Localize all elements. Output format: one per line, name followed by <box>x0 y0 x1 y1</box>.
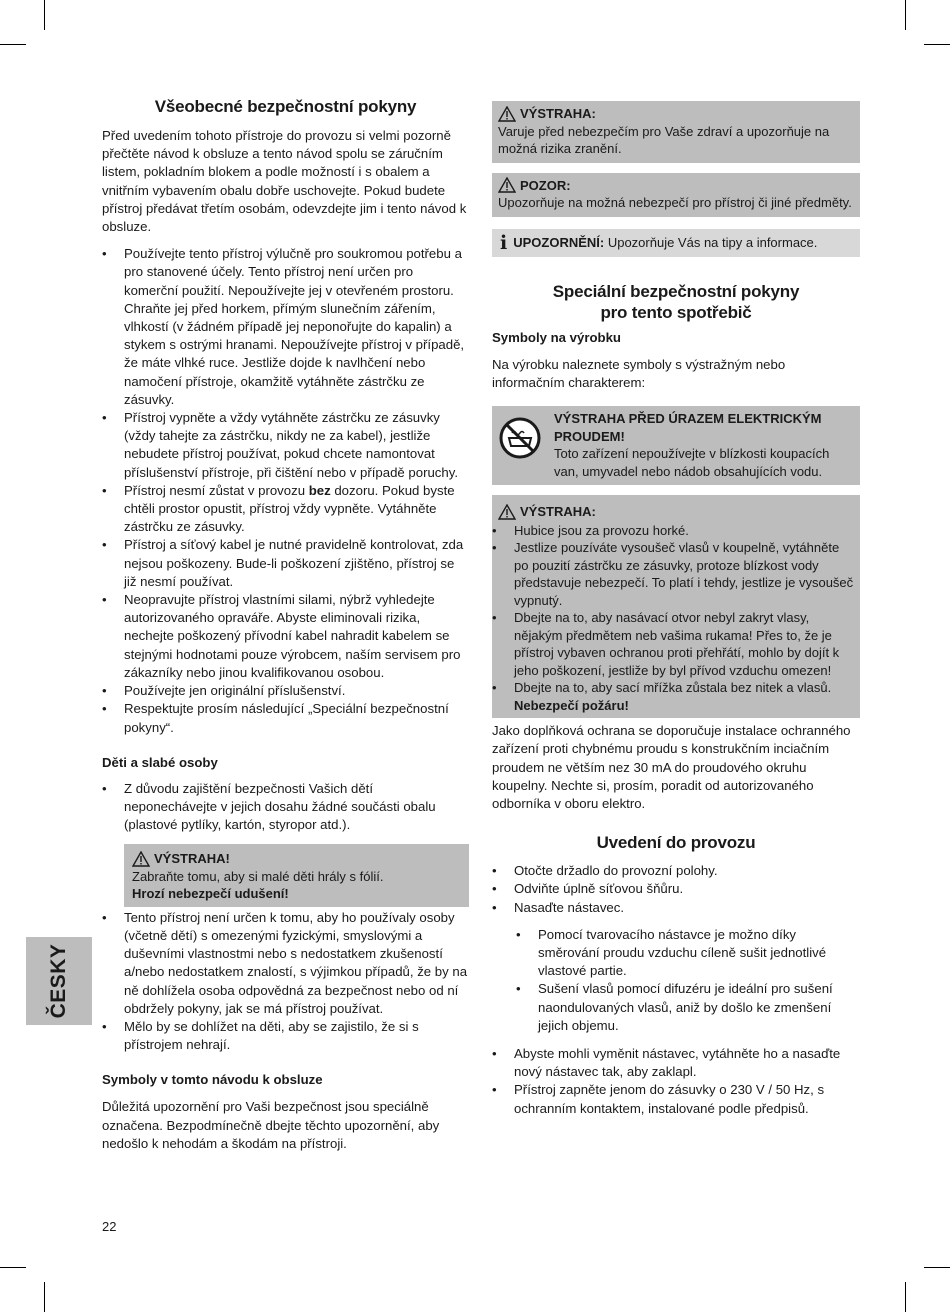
warning-box-emphasis: Hrozí nebezpečí udušení! <box>132 886 289 902</box>
electric-shock-content <box>554 410 854 480</box>
list-item-emphasis: bez <box>308 482 331 498</box>
notice-box <box>492 229 860 257</box>
notice-box-text: Upozorňuje Vás na tipy a informace. <box>604 234 818 250</box>
children-list <box>102 780 469 835</box>
crop-mark <box>44 1282 45 1312</box>
info-icon: i <box>500 231 508 254</box>
list-item: • Používejte tento přístroj výlučně pro soukromou potřebu a pro stanovené účely. Tento přístroj není určen pro komerční použití. Nepoužívejte jej v otevřeném prostoru. Chraňte jej před horkem, přímým slunečním zářením, vlhkostí (v žádném případě jej neponořujte do kapalin) a stykem s ostrými hranami. Nepoužívejte přístroj v případě, že máte vlhké ruce. Jestliže dojde k navlhčení nebo namočení přístroje, okamžitě vytáhněte zástrčku ze zásuvky. <box>102 245 469 409</box>
list-item <box>492 679 854 714</box>
list-item: • Neopravujte přístroj vlastními silami, nýbrž vyhledejte autorizovaného opraváře. Abyste eliminovali rizika, nechejte poškozený přívodní kabel nahradit kabelem se stejnými hodnotami pouze výrobcem, naším servisem pro zákazníky nebo jinou kvalifikovanou osobou. <box>102 591 469 682</box>
left-column <box>102 96 469 1153</box>
warning-triangle-icon <box>132 851 150 867</box>
caution-box <box>492 173 860 217</box>
list-item: • Přístroj zapněte jenom do zásuvky o 230 V / 50 Hz, s ochranním kontaktem, instalované podle předpisů. <box>492 1081 860 1117</box>
manual-symbols-text: Důležitá upozornění pro Vaši bezpečnost jsou speciálně označena. Bezpodmínečně dbejte těchto upozornění, aby nedošlo k nehodám a škodám na přístroji. <box>102 1099 440 1151</box>
list-item: • Respektujte prosím následující „Speciální bezpečnostní pokyny“. <box>102 700 469 736</box>
children-list-2 <box>102 909 469 1055</box>
list-item: • Z důvodu zajištění bezpečnosti Vašich dětí neponechávejte v jejich dosahu žádné součásti obalu (plastové pytlíky, kartón, styropor atd.). <box>102 780 469 835</box>
list-item: • Používejte jen originální příslušenství. <box>102 682 469 700</box>
list-item: • Mělo by se dohlížet na děti, aby se zajistilo, že si s přístrojem nehrají. <box>102 1018 469 1054</box>
language-tab-label: ČESKY <box>47 943 70 1019</box>
crop-mark <box>924 44 950 45</box>
no-bathtub-icon <box>498 410 546 480</box>
list-item-text: dozoru. Pokud byste chtěli prostor opustit, přístroj vždy vypněte. Vytáhněte zástrčku ze zásuvky. <box>124 482 455 535</box>
warning-box-foil <box>124 844 469 907</box>
list-item: • Otočte držadlo do provozní polohy. <box>492 862 860 880</box>
language-tab <box>26 937 92 1025</box>
list-item-text: Dbejte na to, aby sací mřížka zůstala bez nitek a vlasů. <box>514 680 832 696</box>
crop-mark <box>905 1282 906 1312</box>
warning-box-header <box>498 503 854 521</box>
warning-box-health <box>492 101 860 163</box>
warning-triangle-icon <box>498 504 516 520</box>
special-safety-title-line: Speciální bezpečnostní pokyny <box>552 281 800 301</box>
caution-box-text: Upozorňuje na možná nebezpečí pro přístroj či jiné předměty. <box>498 195 852 210</box>
children-heading: Děti a slabé osoby <box>102 754 218 770</box>
startup-title: Uvedení do provozu <box>596 833 756 853</box>
notice-box-content <box>513 234 817 252</box>
list-item: • Hubice jsou za provozu horké. <box>492 522 854 540</box>
warning-box-text: Varuje před nebezpečím pro Vaše zdraví a upozorňuje na možná rizika zranění. <box>498 123 830 156</box>
special-safety-title <box>492 281 860 323</box>
page-number: 22 <box>102 1219 117 1234</box>
warning-list <box>492 522 854 715</box>
list-item: • Přístroj a síťový kabel je nutné pravidelně kontrolovat, zda nejsou poškozeny. Bude-li poškození zjištěno, přístroj se již nesmí používat. <box>102 536 469 591</box>
electric-shock-title: VÝSTRAHA PŘED ÚRAZEM ELEKTRICKÝM PROUDEM! <box>554 411 822 444</box>
crop-mark <box>924 1267 950 1268</box>
warning-box-header <box>132 850 461 868</box>
list-item: • Přístroj vypněte a vždy vytáhněte zástrčku ze zásuvky (vždy tahejte za zástrčku, nikdy ne za kabel), jestliže nebudete přístroj používat, pokud chcete namontovat příslušenství přístroje, při čištění nebo v případě poruchy. <box>102 409 469 482</box>
notice-box-title: UPOZORNĚNÍ: <box>513 234 605 250</box>
list-item: • Sušení vlasů pomocí difuzéru je ideální pro sušení naondulovaných vlasů, aniž by došlo ke zmenšení jejich objemu. <box>516 980 860 1035</box>
crop-mark <box>0 1267 26 1268</box>
list-item: • Pomocí tvarovacího nástavce je možno díky směrování proudu vzduchu cíleně sušit jednotlivé vlastové partie. <box>516 926 860 981</box>
special-safety-title-line: pro tento spotřebič <box>600 302 752 322</box>
list-item-emphasis: Nebezpečí požáru! <box>514 697 629 713</box>
warning-triangle-icon <box>498 177 516 193</box>
list-item <box>102 482 469 537</box>
crop-mark <box>44 0 45 30</box>
warning-box-title: VÝSTRAHA: <box>520 504 596 520</box>
safety-list <box>102 245 469 736</box>
crop-mark <box>0 44 26 45</box>
list-item: • Abyste mohli vyměnit nástavec, vytáhněte ho a nasaďte nový nástavec tak, aby zaklapl. <box>492 1045 860 1081</box>
startup-list-2 <box>492 1045 860 1118</box>
warning-box-title: VÝSTRAHA! <box>154 851 230 867</box>
general-safety-title: Všeobecné bezpečnostní pokyny <box>154 97 417 116</box>
list-item-text: Přístroj nesmí zůstat v provozu <box>124 482 309 498</box>
list-item: • Nasaďte nástavec. <box>492 899 860 917</box>
list-item: • Tento přístroj není určen k tomu, aby ho používaly osoby (včetně dětí) s omezenými fyzickými, smyslovými a duševními vlastnostmi nebo s nedostatkem zkušeností a/nebo nedostatkem znalostí, s výjimkou případů, že by na ně dohlížela osoba odpovědná za bezpečnost nebo od ní obdržely pokyny, jak se má přístroj používat. <box>102 909 469 1018</box>
electric-shock-text: Toto zařízení nepoužívejte v blízkosti koupacích van, umyvadel nebo nádob obsahujících vodu. <box>554 446 830 479</box>
list-item: • Odviňte úplně síťovou šňůru. <box>492 880 860 898</box>
startup-sublist <box>516 926 860 1035</box>
warning-box-hairdryer <box>492 495 860 718</box>
warning-box-text: Zabraňte tomu, aby si malé děti hrály s fólií. <box>132 868 384 884</box>
crop-mark <box>905 0 906 30</box>
right-column <box>492 101 860 1118</box>
warning-triangle-icon <box>498 106 516 122</box>
list-item: • Jestlize pouzíváte vysoušeč vlasů v koupelně, vytáhněte po pouzití zástrčku ze zásuvky, protoze blízkost vody představuje nebezpečí. To platí i tehdy, jestlize je vysoušeč vypnutý. <box>492 539 854 609</box>
product-symbols-text: Na výrobku naleznete symboly s výstražným nebo informačním charakterem: <box>492 356 786 390</box>
caution-box-title: POZOR: <box>520 177 571 193</box>
intro-paragraph: Před uvedením tohoto přístroje do provozu si velmi pozorně přečtěte návod k obsluze a tento návod spolu se záručním listem, pokladním blokem a podle možností i s obalem a vnitřním vybavením obalu dobře uschovejte. Pokud budete přístroj předávat třetím osobám, odevzdejte jim i tento návod k obsluze. <box>102 128 467 235</box>
rcd-paragraph: Jako doplňková ochrana se doporučuje instalace ochranného zařízení proti chybnému proudu s konstrukčním inciačním proudem ne větším nez 30 mA do proudového okruhu koupelny. Nechte si, prosím, poradit od autorizovaného odborníka v oboru elektro. <box>492 723 851 811</box>
warning-box-header <box>498 105 854 123</box>
warning-box-title: VÝSTRAHA: <box>520 106 596 121</box>
caution-box-header <box>498 177 854 195</box>
manual-symbols-heading: Symboly v tomto návodu k obsluze <box>102 1072 323 1088</box>
startup-list <box>492 862 860 917</box>
list-item: • Dbejte na to, aby nasávací otvor nebyl zakryt vlasy, nějakým předmětem neb vašima rukama! Přes to, že je přístroj vybaven ochranou proti přehřátí, mohlo by dojít k jeho poškození, jestliže by byl přívod vzduchu omezen! <box>492 609 854 679</box>
electric-shock-box <box>492 406 860 485</box>
product-symbols-heading: Symboly na výrobku <box>492 329 621 345</box>
